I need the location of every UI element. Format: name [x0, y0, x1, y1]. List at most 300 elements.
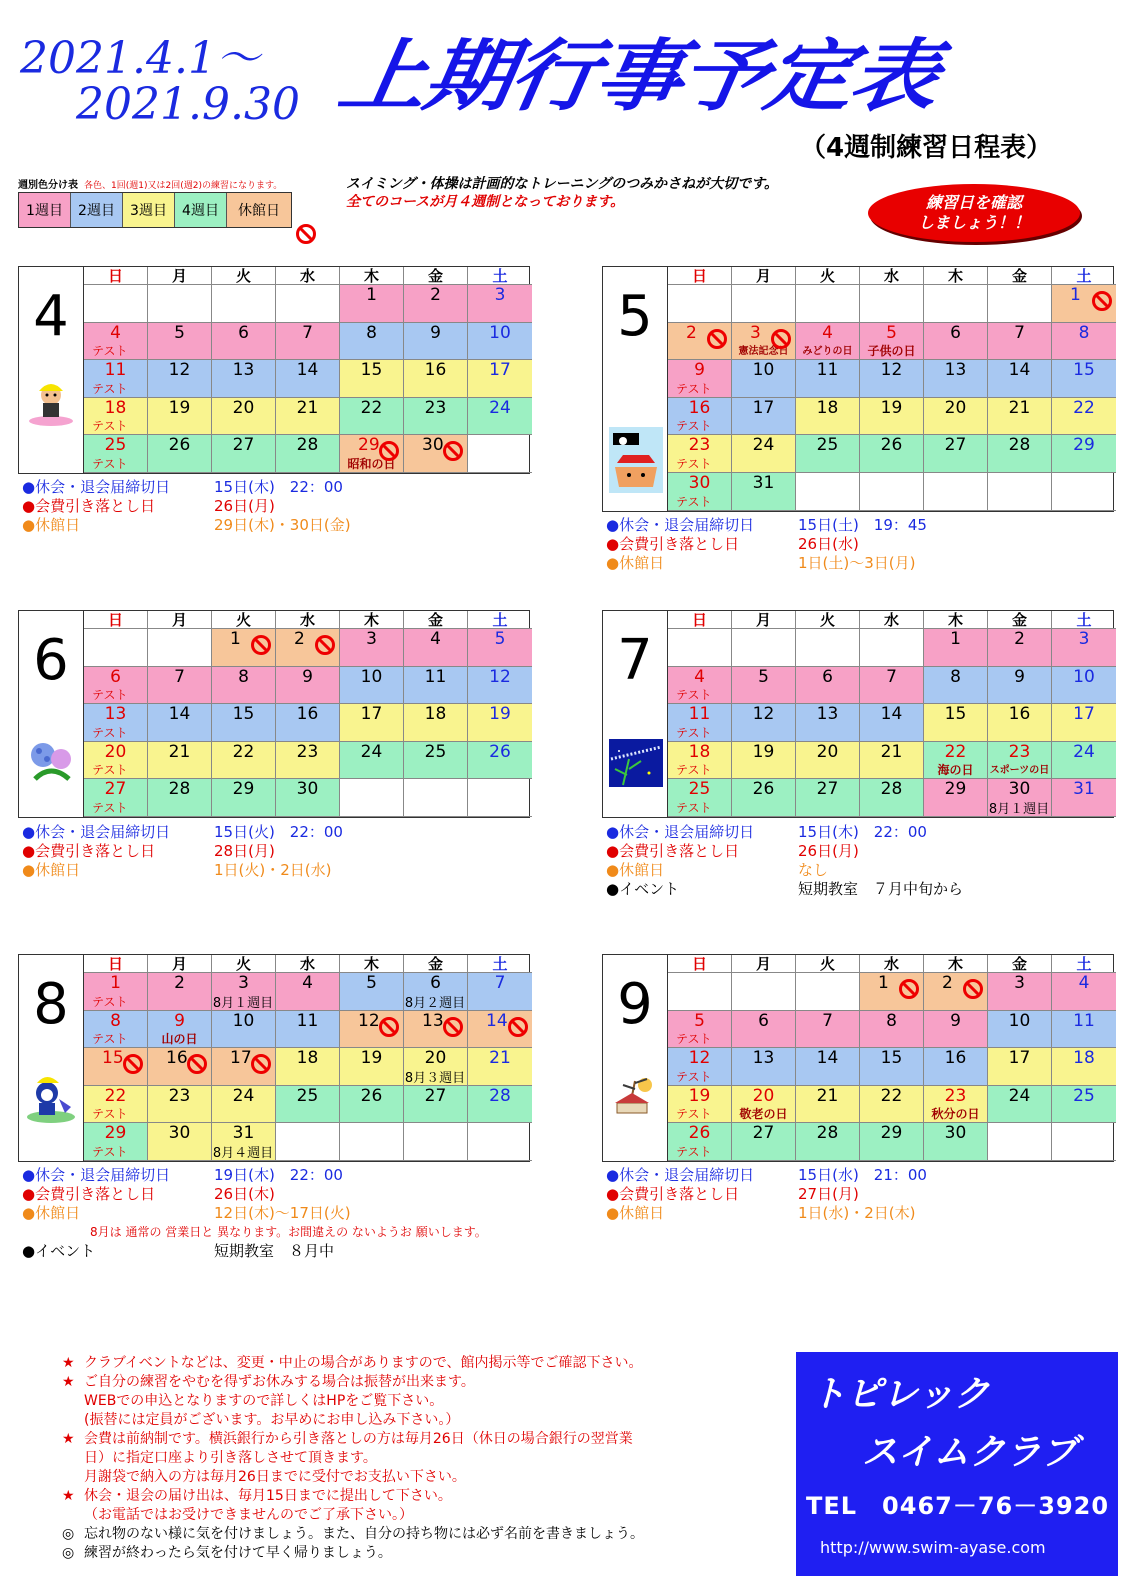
- test-label: テスト: [676, 494, 712, 509]
- double-circle-icon: ◎: [62, 1526, 75, 1542]
- day-number: 10: [1073, 666, 1095, 687]
- footer-text: 練習が終わったら気を付けて早く帰りましょう。: [84, 1545, 392, 1561]
- day-number: 12: [752, 704, 775, 725]
- day-number: 22: [360, 397, 383, 418]
- day-cell: [860, 285, 924, 323]
- day-cell: [468, 667, 532, 705]
- test-label: テスト: [92, 800, 128, 815]
- day-number: 25: [104, 435, 127, 456]
- weekday-label: 月: [148, 267, 212, 285]
- note-row: [606, 554, 927, 573]
- weekday-label: 月: [732, 955, 796, 973]
- day-number: 14: [486, 1010, 508, 1031]
- day-number: 30: [944, 1123, 967, 1144]
- day-number: 20: [752, 1085, 775, 1106]
- week-row: [668, 742, 1116, 780]
- weekday-label: 月: [732, 611, 796, 629]
- day-number: 9: [1014, 666, 1025, 687]
- week-row: [668, 473, 1116, 511]
- day-number: 29: [358, 435, 380, 456]
- weekday-label: 木: [924, 267, 988, 285]
- day-cell: [924, 704, 988, 742]
- note-value: 26日(水): [798, 535, 859, 553]
- day-number: 12: [880, 360, 903, 381]
- day-number: 18: [104, 397, 127, 418]
- note-row: [606, 535, 927, 554]
- day-cell: [988, 435, 1052, 473]
- test-label: テスト: [92, 763, 128, 778]
- note-value: 15日(土) 19：45: [798, 516, 927, 534]
- note-value: なし: [798, 861, 829, 879]
- day-number: 21: [296, 397, 319, 418]
- day-number: 19: [752, 741, 775, 762]
- day-number: 30: [1008, 779, 1031, 800]
- day-number: 11: [104, 360, 127, 381]
- holiday-label: 山の日: [161, 1032, 198, 1047]
- test-label: テスト: [676, 456, 712, 471]
- test-label: テスト: [92, 381, 128, 396]
- day-cell: [668, 360, 732, 398]
- day-number: 19: [168, 397, 191, 418]
- day-number: 23: [168, 1085, 191, 1106]
- day-cell: [732, 1048, 796, 1086]
- day-cell: [732, 704, 796, 742]
- calendar-grid: [667, 267, 1116, 511]
- weekday-label: 木: [924, 611, 988, 629]
- day-cell: [468, 629, 532, 667]
- day-cell: [988, 1048, 1052, 1086]
- day-number: 29: [944, 779, 967, 800]
- day-number: 21: [880, 741, 903, 762]
- note-row: [606, 1204, 927, 1223]
- day-number: 26: [168, 435, 191, 456]
- legend: [18, 192, 292, 228]
- weekday-header: [668, 267, 1116, 285]
- day-cell: [1052, 398, 1116, 436]
- closed-icon: [443, 441, 463, 461]
- day-cell: [212, 629, 276, 667]
- day-number: 11: [1073, 1010, 1095, 1031]
- slogan-line2: 全てのコースが月４週制となっております。: [346, 194, 625, 210]
- day-number: 11: [816, 360, 839, 381]
- calendar-grid: [83, 611, 532, 817]
- club-url[interactable]: http://www.swim-ayase.com: [820, 1538, 1046, 1557]
- day-cell: [84, 667, 148, 705]
- note-label: ●休館日: [22, 516, 81, 534]
- day-number: 14: [880, 704, 903, 725]
- legend-week4: 4週目: [175, 193, 227, 227]
- day-number: 18: [296, 1048, 319, 1069]
- day-cell: [796, 1086, 860, 1124]
- note-row: [22, 478, 351, 497]
- day-cell: [276, 704, 340, 742]
- month-notes-4: [22, 478, 351, 535]
- weekday-label: 木: [340, 611, 404, 629]
- holiday-label: 敬老の日: [739, 1107, 788, 1122]
- day-cell: [1052, 973, 1116, 1011]
- calendar-month-5: [602, 266, 1114, 512]
- day-cell: [860, 667, 924, 705]
- day-number: 31: [1073, 779, 1095, 800]
- month-illustration-icon: [25, 377, 77, 421]
- closed-icon: [707, 329, 727, 349]
- day-number: 20: [232, 397, 255, 418]
- day-cell: [276, 360, 340, 398]
- day-cell: [212, 667, 276, 705]
- day-number: 2: [686, 322, 697, 343]
- star-icon: ★: [62, 1374, 75, 1390]
- day-cell: [404, 398, 468, 436]
- day-cell: [148, 779, 212, 817]
- day-cell: [988, 973, 1052, 1011]
- holiday-label: 子供の日: [867, 344, 916, 359]
- day-number: 18: [1073, 1048, 1095, 1069]
- week-row: [668, 1048, 1116, 1086]
- weekday-label: 木: [924, 955, 988, 973]
- weekday-label: 土: [468, 267, 532, 285]
- holiday-label: スポーツの日: [989, 765, 1050, 777]
- month-illustration-icon: [25, 1073, 77, 1117]
- day-cell: [276, 323, 340, 361]
- day-cell: [924, 629, 988, 667]
- day-number: 9: [694, 360, 705, 381]
- day-number: 13: [232, 360, 255, 381]
- day-cell: [1052, 1086, 1116, 1124]
- weekday-header: [84, 611, 532, 629]
- day-number: 26: [489, 741, 511, 762]
- footer-text: 忘れ物のない様に気を付けましょう。また、自分の持ち物には必ず名前を書きましょう。: [84, 1526, 644, 1542]
- closed-icon: [187, 1054, 207, 1074]
- day-number: 11: [688, 704, 711, 725]
- calendar-month-8: [18, 954, 530, 1162]
- note-row: [22, 1204, 487, 1223]
- day-number: 19: [880, 397, 903, 418]
- weekday-label: 水: [276, 955, 340, 973]
- holiday-label: みどりの日: [802, 346, 853, 358]
- weekday-label: 日: [84, 267, 148, 285]
- month-number: 8: [33, 972, 69, 1037]
- day-cell: [1052, 435, 1116, 473]
- day-number: 10: [752, 360, 775, 381]
- day-cell: [404, 629, 468, 667]
- day-number: 14: [296, 360, 319, 381]
- club-name-line1: トピレック: [810, 1374, 990, 1415]
- day-number: 25: [688, 779, 711, 800]
- test-label: テスト: [676, 725, 712, 740]
- check-badge: [868, 184, 1080, 242]
- day-cell: [340, 704, 404, 742]
- weekday-label: 日: [668, 955, 732, 973]
- day-number: 4: [302, 973, 313, 993]
- footer-text: （お電話ではお受けできませんのでご了承下さい。）: [84, 1507, 413, 1523]
- day-cell: [796, 435, 860, 473]
- day-cell: [668, 285, 732, 323]
- day-cell: [860, 1086, 924, 1124]
- day-cell: [148, 435, 212, 473]
- weekday-header: [668, 955, 1116, 973]
- footer-line: [62, 1373, 752, 1392]
- legend-week3: 3週目: [123, 193, 175, 227]
- day-cell: [988, 323, 1052, 361]
- legend-header: [18, 176, 282, 191]
- week-row: [668, 285, 1116, 323]
- day-number: 15: [944, 704, 967, 725]
- note-row: [22, 1185, 487, 1204]
- day-number: 31: [752, 472, 775, 493]
- day-cell: [148, 323, 212, 361]
- day-cell: [212, 285, 276, 323]
- day-cell: [148, 742, 212, 780]
- day-cell: [732, 667, 796, 705]
- note-label: ●休会・退会届締切日: [22, 478, 171, 496]
- day-number: 12: [168, 360, 191, 381]
- day-number: 15: [880, 1048, 903, 1069]
- day-number: 29: [104, 1123, 127, 1144]
- note-label: ●休会・退会届締切日: [606, 516, 755, 534]
- day-cell: [1052, 704, 1116, 742]
- closed-icon: [251, 1054, 271, 1074]
- weekday-label: 金: [404, 955, 468, 973]
- note-value: 1日(水)・2日(木): [798, 1204, 916, 1222]
- test-label: テスト: [676, 1107, 712, 1122]
- day-number: 5: [694, 1010, 705, 1031]
- day-number: 12: [358, 1010, 380, 1031]
- test-label: テスト: [92, 688, 128, 703]
- day-number: 8: [110, 1010, 121, 1031]
- day-cell: [668, 742, 732, 780]
- day-cell: [84, 1123, 148, 1161]
- day-number: 18: [688, 741, 711, 762]
- weekday-label: 火: [796, 267, 860, 285]
- footer-line: [62, 1392, 752, 1411]
- weekday-label: 金: [404, 267, 468, 285]
- day-cell: [276, 742, 340, 780]
- day-cell: [84, 323, 148, 361]
- check-badge-line1: 練習日を確認: [925, 193, 1022, 212]
- month-illustration-icon: [609, 427, 661, 471]
- day-number: 28: [489, 1085, 511, 1106]
- legend-title: 週別色分け表: [18, 180, 78, 191]
- footer-line: [62, 1449, 752, 1468]
- double-circle-icon: ◎: [62, 1545, 75, 1561]
- day-number: 16: [424, 360, 447, 381]
- day-cell: [404, 1011, 468, 1049]
- day-cell: [276, 1086, 340, 1124]
- day-cell: [668, 1123, 732, 1161]
- day-number: 14: [1008, 360, 1031, 381]
- week-row: [84, 1086, 532, 1124]
- day-number: 2: [942, 973, 953, 993]
- star-icon: ★: [62, 1355, 75, 1371]
- closed-icon: [771, 329, 791, 349]
- test-label: テスト: [92, 1107, 128, 1122]
- day-cell: [924, 435, 988, 473]
- closed-icon: [1092, 291, 1112, 311]
- weekday-label: 水: [860, 267, 924, 285]
- month-illustration-icon: [609, 1075, 661, 1119]
- calendar-month-6: [18, 610, 530, 818]
- week-row: [84, 323, 532, 361]
- day-number: 1: [950, 629, 961, 649]
- day-number: 22: [880, 1085, 903, 1106]
- day-cell: [404, 285, 468, 323]
- day-number: 13: [816, 704, 839, 725]
- calendar-grid: [83, 955, 532, 1161]
- day-cell: [988, 473, 1052, 511]
- day-number: 15: [232, 704, 255, 725]
- weekday-label: 土: [468, 955, 532, 973]
- week-row: [668, 1123, 1116, 1161]
- day-cell: [924, 1048, 988, 1086]
- day-cell: [148, 1011, 212, 1049]
- test-label: テスト: [676, 763, 712, 778]
- star-icon: [62, 1468, 84, 1487]
- day-cell: [988, 285, 1052, 323]
- test-label: テスト: [676, 419, 712, 434]
- note-row: [22, 497, 351, 516]
- day-number: 6: [110, 666, 121, 687]
- day-cell: [84, 704, 148, 742]
- day-cell: [924, 667, 988, 705]
- page-subtitle: （4週制練習日程表）: [800, 133, 1053, 163]
- day-number: 6: [950, 322, 961, 343]
- note-value: 1日(土)～3日(月): [798, 554, 916, 572]
- note-value: 15日(水) 21：00: [798, 1166, 927, 1184]
- day-number: 3: [750, 322, 761, 343]
- calendar-month-9: [602, 954, 1114, 1162]
- note-row: [606, 823, 963, 842]
- note-value: 15日(火) 22：00: [214, 823, 343, 841]
- day-cell: [1052, 360, 1116, 398]
- day-number: 23: [296, 741, 319, 762]
- day-number: 9: [174, 1010, 185, 1031]
- day-cell: [796, 667, 860, 705]
- day-number: 12: [688, 1048, 711, 1069]
- day-number: 3: [1078, 629, 1090, 649]
- day-number: 26: [360, 1085, 383, 1106]
- day-cell: [732, 629, 796, 667]
- footer-text: ご自分の練習をやむを得ずお休みする場合は振替が出来ます。: [84, 1374, 475, 1390]
- note-label: ●会費引き落とし日: [606, 842, 740, 860]
- day-number: 16: [944, 1048, 967, 1069]
- day-number: 24: [232, 1085, 255, 1106]
- week-row: [84, 398, 532, 436]
- weekday-label: 月: [148, 611, 212, 629]
- holiday-label: 秋分の日: [931, 1107, 980, 1122]
- day-number: 2: [1014, 629, 1025, 649]
- day-number: 3: [1014, 973, 1025, 993]
- note-value: 短期教室 ８月中: [214, 1242, 335, 1260]
- day-number: 19: [489, 704, 511, 725]
- day-cell: [84, 435, 148, 473]
- month-notes-9: [606, 1166, 927, 1223]
- note-label: ●休館日: [606, 554, 665, 572]
- closed-icon: [251, 635, 271, 655]
- day-number: 6: [758, 1010, 769, 1031]
- note-label: ●会費引き落とし日: [22, 842, 156, 860]
- note-label: ●会費引き落とし日: [22, 1185, 156, 1203]
- note-label: ●休館日: [22, 861, 81, 879]
- weekday-label: 日: [84, 611, 148, 629]
- day-number: 30: [296, 779, 319, 800]
- club-box: [796, 1352, 1118, 1576]
- day-number: 30: [168, 1123, 191, 1144]
- weekday-label: 火: [212, 955, 276, 973]
- day-number: 22: [232, 741, 255, 762]
- day-number: 9: [950, 1010, 961, 1031]
- day-cell: [1052, 285, 1116, 323]
- day-cell: [860, 742, 924, 780]
- day-number: 27: [424, 1085, 447, 1106]
- day-cell: [340, 285, 404, 323]
- day-number: 28: [880, 779, 903, 800]
- weekday-label: 金: [988, 611, 1052, 629]
- day-number: 16: [296, 704, 319, 725]
- week-span-label: 8月２週目: [404, 995, 466, 1011]
- test-label: テスト: [676, 381, 712, 396]
- month-illustration-icon: [609, 739, 661, 783]
- day-number: 17: [1073, 704, 1095, 725]
- week-span-label: 8月１週目: [988, 802, 1050, 817]
- day-cell: [404, 779, 468, 817]
- week-row: [668, 398, 1116, 436]
- day-number: 17: [230, 1048, 252, 1069]
- closed-icon: [315, 635, 335, 655]
- calendar-grid: [667, 955, 1116, 1161]
- week-row: [668, 1086, 1116, 1124]
- day-number: 13: [104, 704, 127, 725]
- day-number: 23: [424, 397, 447, 418]
- day-cell: [860, 398, 924, 436]
- day-cell: [924, 360, 988, 398]
- day-number: 24: [360, 741, 383, 762]
- day-number: 22: [1073, 397, 1095, 418]
- day-number: 29: [1073, 435, 1095, 456]
- note-value: 26日(月): [798, 842, 859, 860]
- day-cell: [84, 1011, 148, 1049]
- day-number: 28: [816, 1123, 839, 1144]
- event-row: [22, 1242, 487, 1261]
- week-span-label: 8月１週目: [212, 995, 274, 1011]
- star-icon: [62, 1506, 84, 1525]
- day-cell: [924, 398, 988, 436]
- day-cell: [860, 973, 924, 1011]
- day-cell: [860, 1123, 924, 1161]
- note-label: ●イベント: [22, 1242, 96, 1260]
- test-label: テスト: [92, 1144, 128, 1159]
- day-number: 29: [232, 779, 255, 800]
- day-cell: [668, 779, 732, 817]
- day-cell: [1052, 1011, 1116, 1049]
- footer-text: WEBでの申込となりますので詳しくはHPをご覧下さい。: [84, 1393, 444, 1409]
- note-label: ●会費引き落とし日: [606, 1185, 740, 1203]
- day-cell: [404, 323, 468, 361]
- week-row: [84, 360, 532, 398]
- weekday-label: 火: [212, 611, 276, 629]
- note-value: 1日(火)・2日(水): [214, 861, 332, 879]
- day-cell: [924, 1086, 988, 1124]
- day-cell: [860, 1011, 924, 1049]
- week-row: [668, 1011, 1116, 1049]
- day-cell: [796, 398, 860, 436]
- day-number: 14: [168, 704, 191, 725]
- weekday-label: 月: [732, 267, 796, 285]
- day-number: 10: [360, 666, 383, 687]
- day-cell: [988, 1086, 1052, 1124]
- day-cell: [468, 1086, 532, 1124]
- day-cell: [404, 742, 468, 780]
- day-cell: [988, 742, 1052, 780]
